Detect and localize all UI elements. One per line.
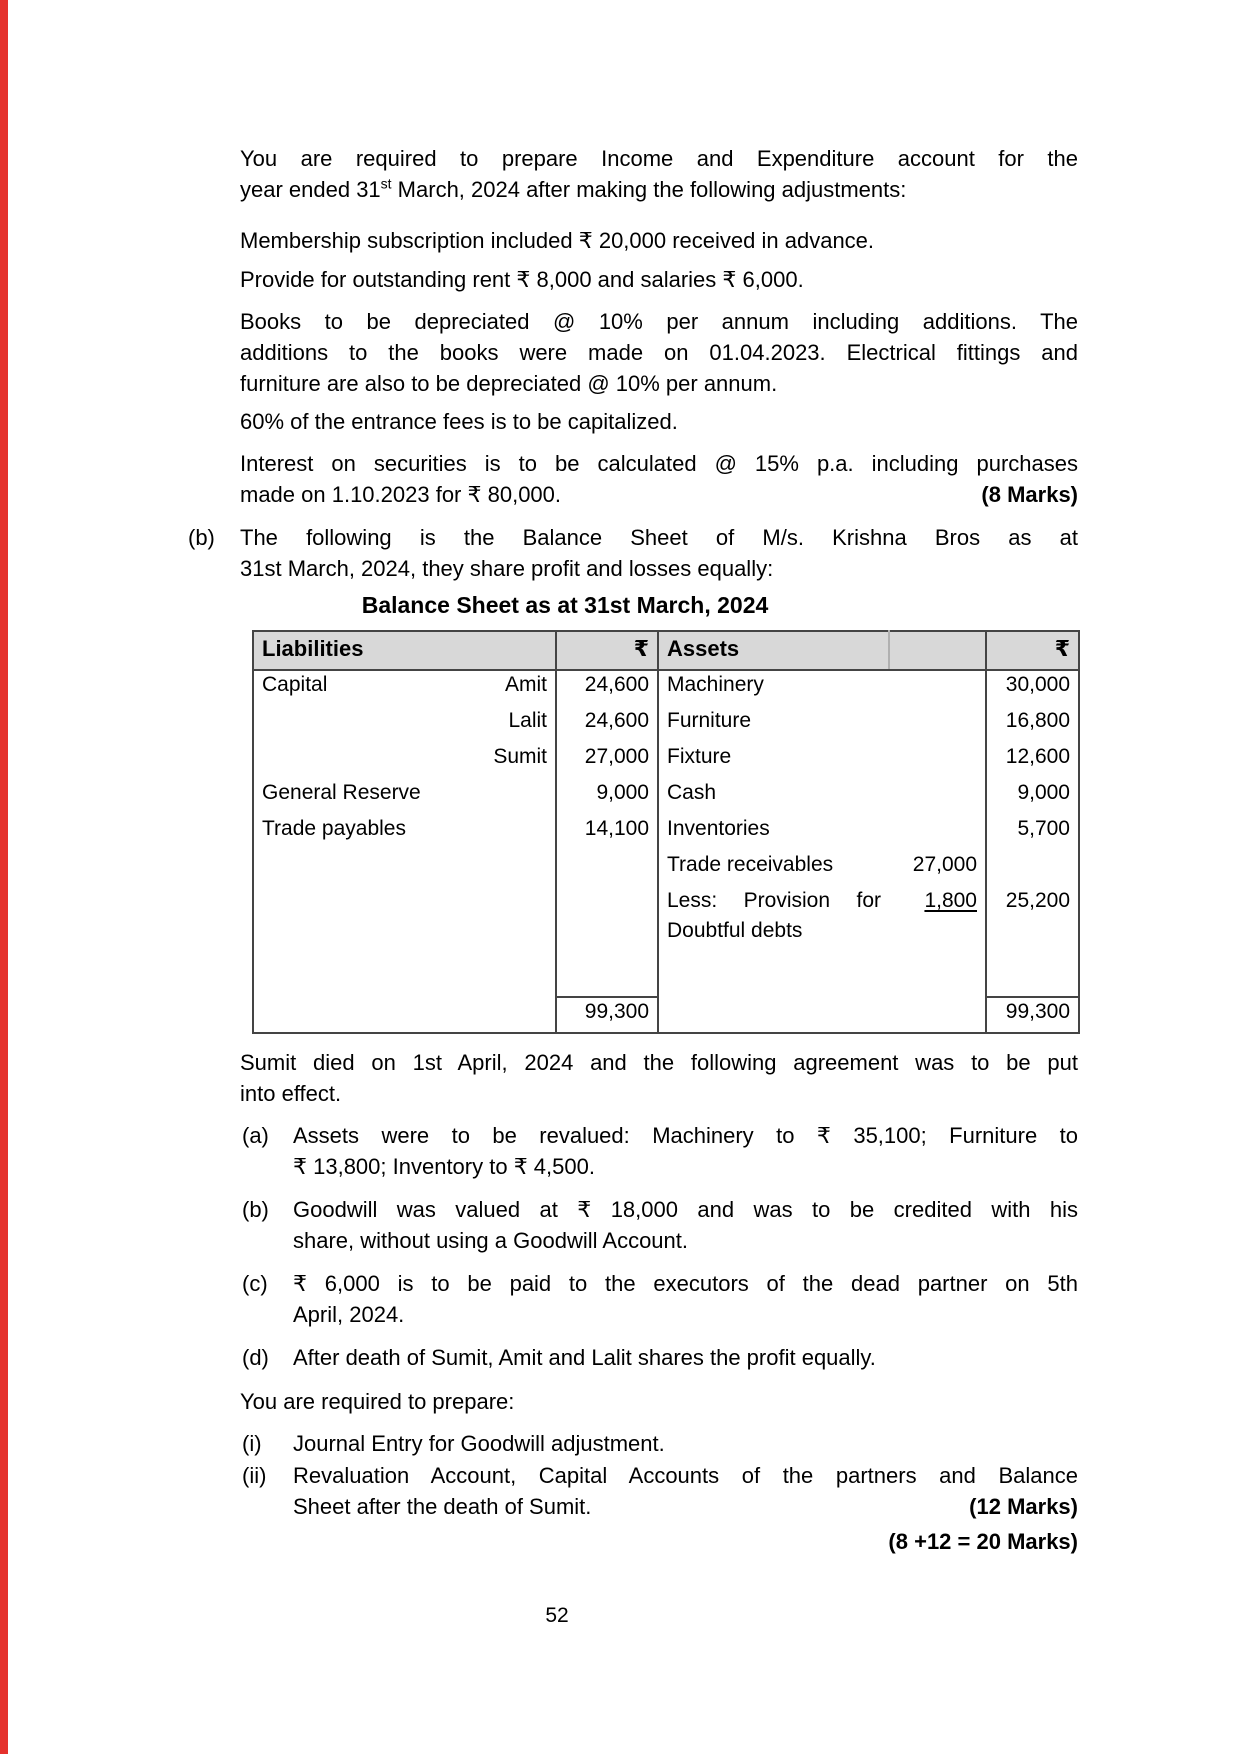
asset-amount-cell: 25,200 (1005, 889, 1070, 912)
liabilities-total-cell: 99,300 (556, 997, 658, 1033)
partner-name-cell: Lalit (508, 709, 547, 732)
liability-cell: Trade payables (262, 817, 406, 840)
paragraph-sumit-died (240, 1047, 1078, 1109)
paragraph-line: 31st March, 2024, they share profit and losses equally: (240, 556, 774, 581)
asset-amount-cell: 5,700 (1017, 817, 1070, 840)
liability-amount-cell: 14,100 (556, 815, 658, 851)
paragraph-line: Membership subscription included ₹ 20,000 received in advance. (240, 228, 875, 253)
list-label-i: (i) (242, 1431, 262, 1456)
list-label-c: (c) (242, 1271, 268, 1296)
asset-amount-cell (986, 851, 1079, 887)
asset-amount-cell: 16,800 (1005, 709, 1070, 732)
paragraph-line (293, 1491, 1078, 1522)
paragraph-line (240, 174, 1078, 205)
paragraph-line: share, without using a Goodwill Account. (293, 1228, 689, 1253)
liability-amount-cell: 27,000 (556, 743, 658, 779)
table-spacer-row (253, 955, 1079, 997)
paragraph-line (240, 479, 1078, 510)
header-rupee-left: ₹ (556, 631, 658, 670)
paragraph-line: After death of Sumit, Amit and Lalit shares the profit equally. (293, 1345, 876, 1370)
paragraph-prepare-heading (240, 1386, 1078, 1417)
list-item-d (293, 1342, 1078, 1373)
list-label-b: (b) (242, 1197, 269, 1222)
text-run: year ended 31 (240, 177, 381, 202)
asset-sub-amount-cell (889, 707, 986, 743)
liability-amount-cell: 24,600 (556, 670, 658, 707)
asset-cell: Fixture (667, 745, 732, 768)
asset-cell: Inventories (667, 817, 770, 840)
liability-amount-cell: 24,600 (556, 707, 658, 743)
assets-total-cell: 99,300 (986, 997, 1079, 1033)
table-row (253, 779, 1079, 815)
paragraph-line: Journal Entry for Goodwill adjustment. (293, 1431, 665, 1456)
liability-amount-cell: 9,000 (556, 779, 658, 815)
table-row (253, 743, 1079, 779)
paragraph-line: April, 2024. (293, 1302, 405, 1327)
asset-sub-amount-cell: 1,800 (924, 889, 977, 912)
asset-amount-cell: 30,000 (1005, 673, 1070, 696)
table-row (253, 707, 1079, 743)
asset-sub-amount-cell (889, 743, 986, 779)
paragraph-interest (240, 448, 1078, 510)
header-rupee-right: ₹ (986, 631, 1079, 670)
list-item-ii (293, 1460, 1078, 1522)
asset-amount-cell: 9,000 (1017, 781, 1070, 804)
list-item-c (293, 1268, 1078, 1330)
balance-sheet-title: Balance Sheet as at 31st March, 2024 (361, 592, 769, 618)
page-number: 52 (545, 1604, 569, 1627)
asset-sub-amount-cell (889, 779, 986, 815)
paragraph-line: ₹ 6,000 is to be paid to the executors of the dead partner on 5th (293, 1271, 1078, 1296)
asset-cell: Furniture (667, 709, 752, 732)
list-label-a: (a) (242, 1123, 269, 1148)
asset-sub-amount-cell (889, 815, 986, 851)
paragraph-line: ₹ 13,800; Inventory to ₹ 4,500. (293, 1154, 595, 1179)
table-row (253, 887, 1079, 955)
partner-name-cell: Sumit (493, 745, 547, 768)
list-item-i (293, 1428, 1078, 1459)
superscript-st: st (380, 175, 392, 192)
list-label-d: (d) (242, 1345, 269, 1370)
liability-cell: General Reserve (262, 781, 421, 804)
asset-amount-cell: 12,600 (1005, 745, 1070, 768)
paragraph-line: into effect. (240, 1081, 342, 1106)
asset-cell: Machinery (667, 673, 764, 696)
asset-sub-amount-cell: 27,000 (889, 851, 986, 887)
paragraph-line: Goodwill was valued at ₹ 18,000 and was to be credited with his (293, 1197, 1078, 1222)
list-item-b (293, 1194, 1078, 1256)
table-header-row (253, 631, 1079, 670)
paragraph-line: 60% of the entrance fees is to be capitalized. (240, 409, 678, 434)
asset-sub-amount-cell (889, 670, 986, 707)
paragraph-part-b (240, 522, 1078, 584)
partner-name-cell: Amit (505, 673, 547, 696)
liability-amount-cell (556, 851, 658, 887)
paragraph-line: Sumit died on 1st April, 2024 and the following agreement was to be put (240, 1050, 1078, 1075)
header-sub-amount (889, 631, 986, 670)
liability-cell: Capital (262, 673, 328, 696)
paragraph-intro (240, 143, 1078, 205)
table-row (253, 815, 1079, 851)
table-row (253, 670, 1079, 707)
marks-badge: (8 Marks) (981, 482, 1078, 507)
paragraph-line: furniture are also to be depreciated @ 10% per annum. (240, 371, 778, 396)
total-marks: (8 +12 = 20 Marks) (888, 1529, 1078, 1554)
paragraph-entrance-fees (240, 406, 1078, 437)
paragraph-line: You are required to prepare Income and Expenditure account for the (240, 146, 1078, 171)
asset-cell: Cash (667, 781, 717, 804)
paragraph-membership (240, 225, 1078, 256)
list-item-a (293, 1120, 1078, 1182)
paragraph-line: Provide for outstanding rent ₹ 8,000 and salaries ₹ 6,000. (240, 267, 804, 292)
header-liabilities: Liabilities (253, 631, 556, 670)
part-b-label: (b) (188, 525, 215, 550)
paragraph-rent (240, 264, 1078, 295)
text-run: March, 2024 after making the following adjustments: (391, 177, 907, 202)
paragraph-line: additions to the books were made on 01.04.2023. Electrical fittings and (240, 340, 1078, 365)
header-assets: Assets (658, 631, 889, 670)
paragraph-line: Interest on securities is to be calculated @ 15% p.a. including purchases (240, 451, 1078, 476)
marks-badge: (12 Marks) (969, 1494, 1078, 1519)
paragraph-line: You are required to prepare: (240, 1389, 515, 1414)
table-row (253, 851, 1079, 887)
paragraph-line: Revaluation Account, Capital Accounts of the partners and Balance (293, 1463, 1078, 1488)
balance-sheet-table (252, 630, 1080, 1034)
paragraph-line: Books to be depreciated @ 10% per annum including additions. The (240, 309, 1078, 334)
table-totals-row (253, 997, 1079, 1033)
asset-cell: Trade receivables (667, 853, 834, 876)
text-run: made on 1.10.2023 for ₹ 80,000. (240, 482, 562, 507)
asset-cell-line: Less: Provision for (667, 889, 881, 912)
asset-cell-line: Doubtful debts (667, 919, 803, 942)
paragraph-books (240, 306, 1078, 399)
text-run: Sheet after the death of Sumit. (293, 1494, 592, 1519)
paragraph-line: Assets were to be revalued: Machinery to ₹ 35,100; Furniture to (293, 1123, 1078, 1148)
left-edge-accent-stripe (0, 0, 8, 1754)
list-label-ii: (ii) (242, 1463, 267, 1488)
paragraph-line: The following is the Balance Sheet of M/s. Krishna Bros as at (240, 525, 1078, 550)
